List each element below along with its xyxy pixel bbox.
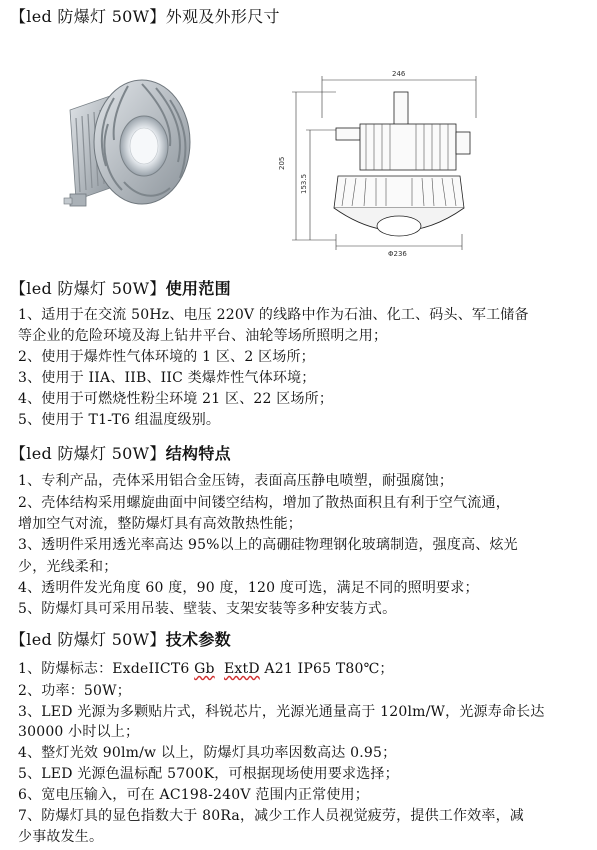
spec-marking-line bbox=[18, 659, 590, 680]
usage-line: 1、适用于在交流 50Hz、电压 220V 的线路中作为石油、化工、码头、军工储备 bbox=[18, 307, 529, 323]
usage-heading-suffix: 使用范围 bbox=[165, 279, 231, 298]
dimension-drawing bbox=[276, 58, 516, 258]
usage-line: 5、使用于 T1-T6 组温度级别。 bbox=[18, 412, 221, 428]
width-label: 246 bbox=[392, 70, 406, 78]
product-photo bbox=[52, 66, 192, 222]
specs-heading-suffix: 技术参数 bbox=[165, 630, 231, 649]
spec-line: 5、LED 光源色温标配 5700K，可根据现场使用要求选择； bbox=[18, 766, 399, 782]
spec-line: 3、LED 光源为多颗贴片式，科锐芯片，光源光通量高于 120lm/W，光源寿命长达 bbox=[18, 704, 545, 720]
usage-line: 4、使用于可燃烧性粉尘环境 21 区、22 区场所； bbox=[18, 391, 334, 407]
structure-line: 少，光线柔和； bbox=[18, 559, 118, 575]
dimensions-heading-prefix: 【led 防爆灯 50W】 bbox=[10, 7, 166, 26]
structure-heading-prefix: 【led 防爆灯 50W】 bbox=[10, 444, 166, 463]
usage-heading-prefix: 【led 防爆灯 50W】 bbox=[10, 279, 166, 298]
spec-line: 4、整灯光效 90lm/w 以上，防爆灯具功率因数高达 0.95； bbox=[18, 745, 397, 761]
usage-heading bbox=[10, 276, 231, 299]
height-label: 205 bbox=[278, 156, 286, 170]
spec-line: 6、宽电压输入，可在 AC198-240V 范围内正常使用； bbox=[18, 787, 369, 803]
spec-marking-gb: Gb bbox=[194, 661, 215, 677]
structure-line: 3、透明件采用透光率高达 95%以上的高硼硅物理钢化玻璃制造，强度高、炫光 bbox=[18, 537, 518, 553]
structure-line: 5、防爆灯具可采用吊装、壁装、支架安装等多种安装方式。 bbox=[18, 601, 397, 617]
spec-marking-gap bbox=[215, 661, 224, 677]
dimensions-heading bbox=[10, 4, 280, 27]
structure-line: 4、透明件发光角度 60 度，90 度，120 度可选，满足不同的照明要求； bbox=[18, 580, 479, 596]
structure-heading-suffix: 结构特点 bbox=[165, 444, 231, 463]
spec-line: 30000 小时以上； bbox=[18, 724, 140, 740]
usage-line: 3、使用于 IIA、IIB、IIC 类爆炸性气体环境； bbox=[18, 370, 316, 386]
diameter-label: Φ236 bbox=[388, 250, 407, 258]
spec-line: 少事故发生。 bbox=[18, 829, 104, 845]
body-height-label: 153.5 bbox=[300, 173, 308, 194]
spec-marking-extd: ExtD bbox=[224, 661, 260, 677]
dimensions-heading-suffix: 外观及外形尺寸 bbox=[165, 7, 280, 26]
lamp-outline bbox=[334, 92, 470, 236]
lamp-head bbox=[94, 80, 190, 204]
structure-line: 1、专利产品，壳体采用铝合金压铸，表面高压静电喷塑，耐强腐蚀； bbox=[18, 473, 454, 489]
structure-line: 2、壳体结构采用螺旋曲面中间镂空结构，增加了散热面积且有利于空气流通， bbox=[18, 495, 510, 511]
spec-marking-suffix: A21 IP65 T80℃； bbox=[259, 661, 394, 677]
usage-line: 等企业的危险环境及海上钻井平台、油轮等场所照明之用； bbox=[18, 328, 388, 344]
spec-line: 7、防爆灯具的显色指数大于 80Ra，减少工作人员视觉疲劳，提供工作效率，减 bbox=[18, 808, 524, 824]
structure-heading bbox=[10, 441, 231, 464]
specs-heading bbox=[10, 627, 231, 650]
spec-marking-prefix: 1、防爆标志：ExdeIICT6 bbox=[18, 661, 195, 677]
structure-line: 增加空气对流，整防爆灯具有高效散热性能； bbox=[18, 516, 302, 532]
usage-line: 2、使用于爆炸性气体环境的 1 区、2 区场所； bbox=[18, 349, 315, 365]
specs-heading-prefix: 【led 防爆灯 50W】 bbox=[10, 630, 166, 649]
spec-line: 2、功率：50W； bbox=[18, 683, 131, 699]
